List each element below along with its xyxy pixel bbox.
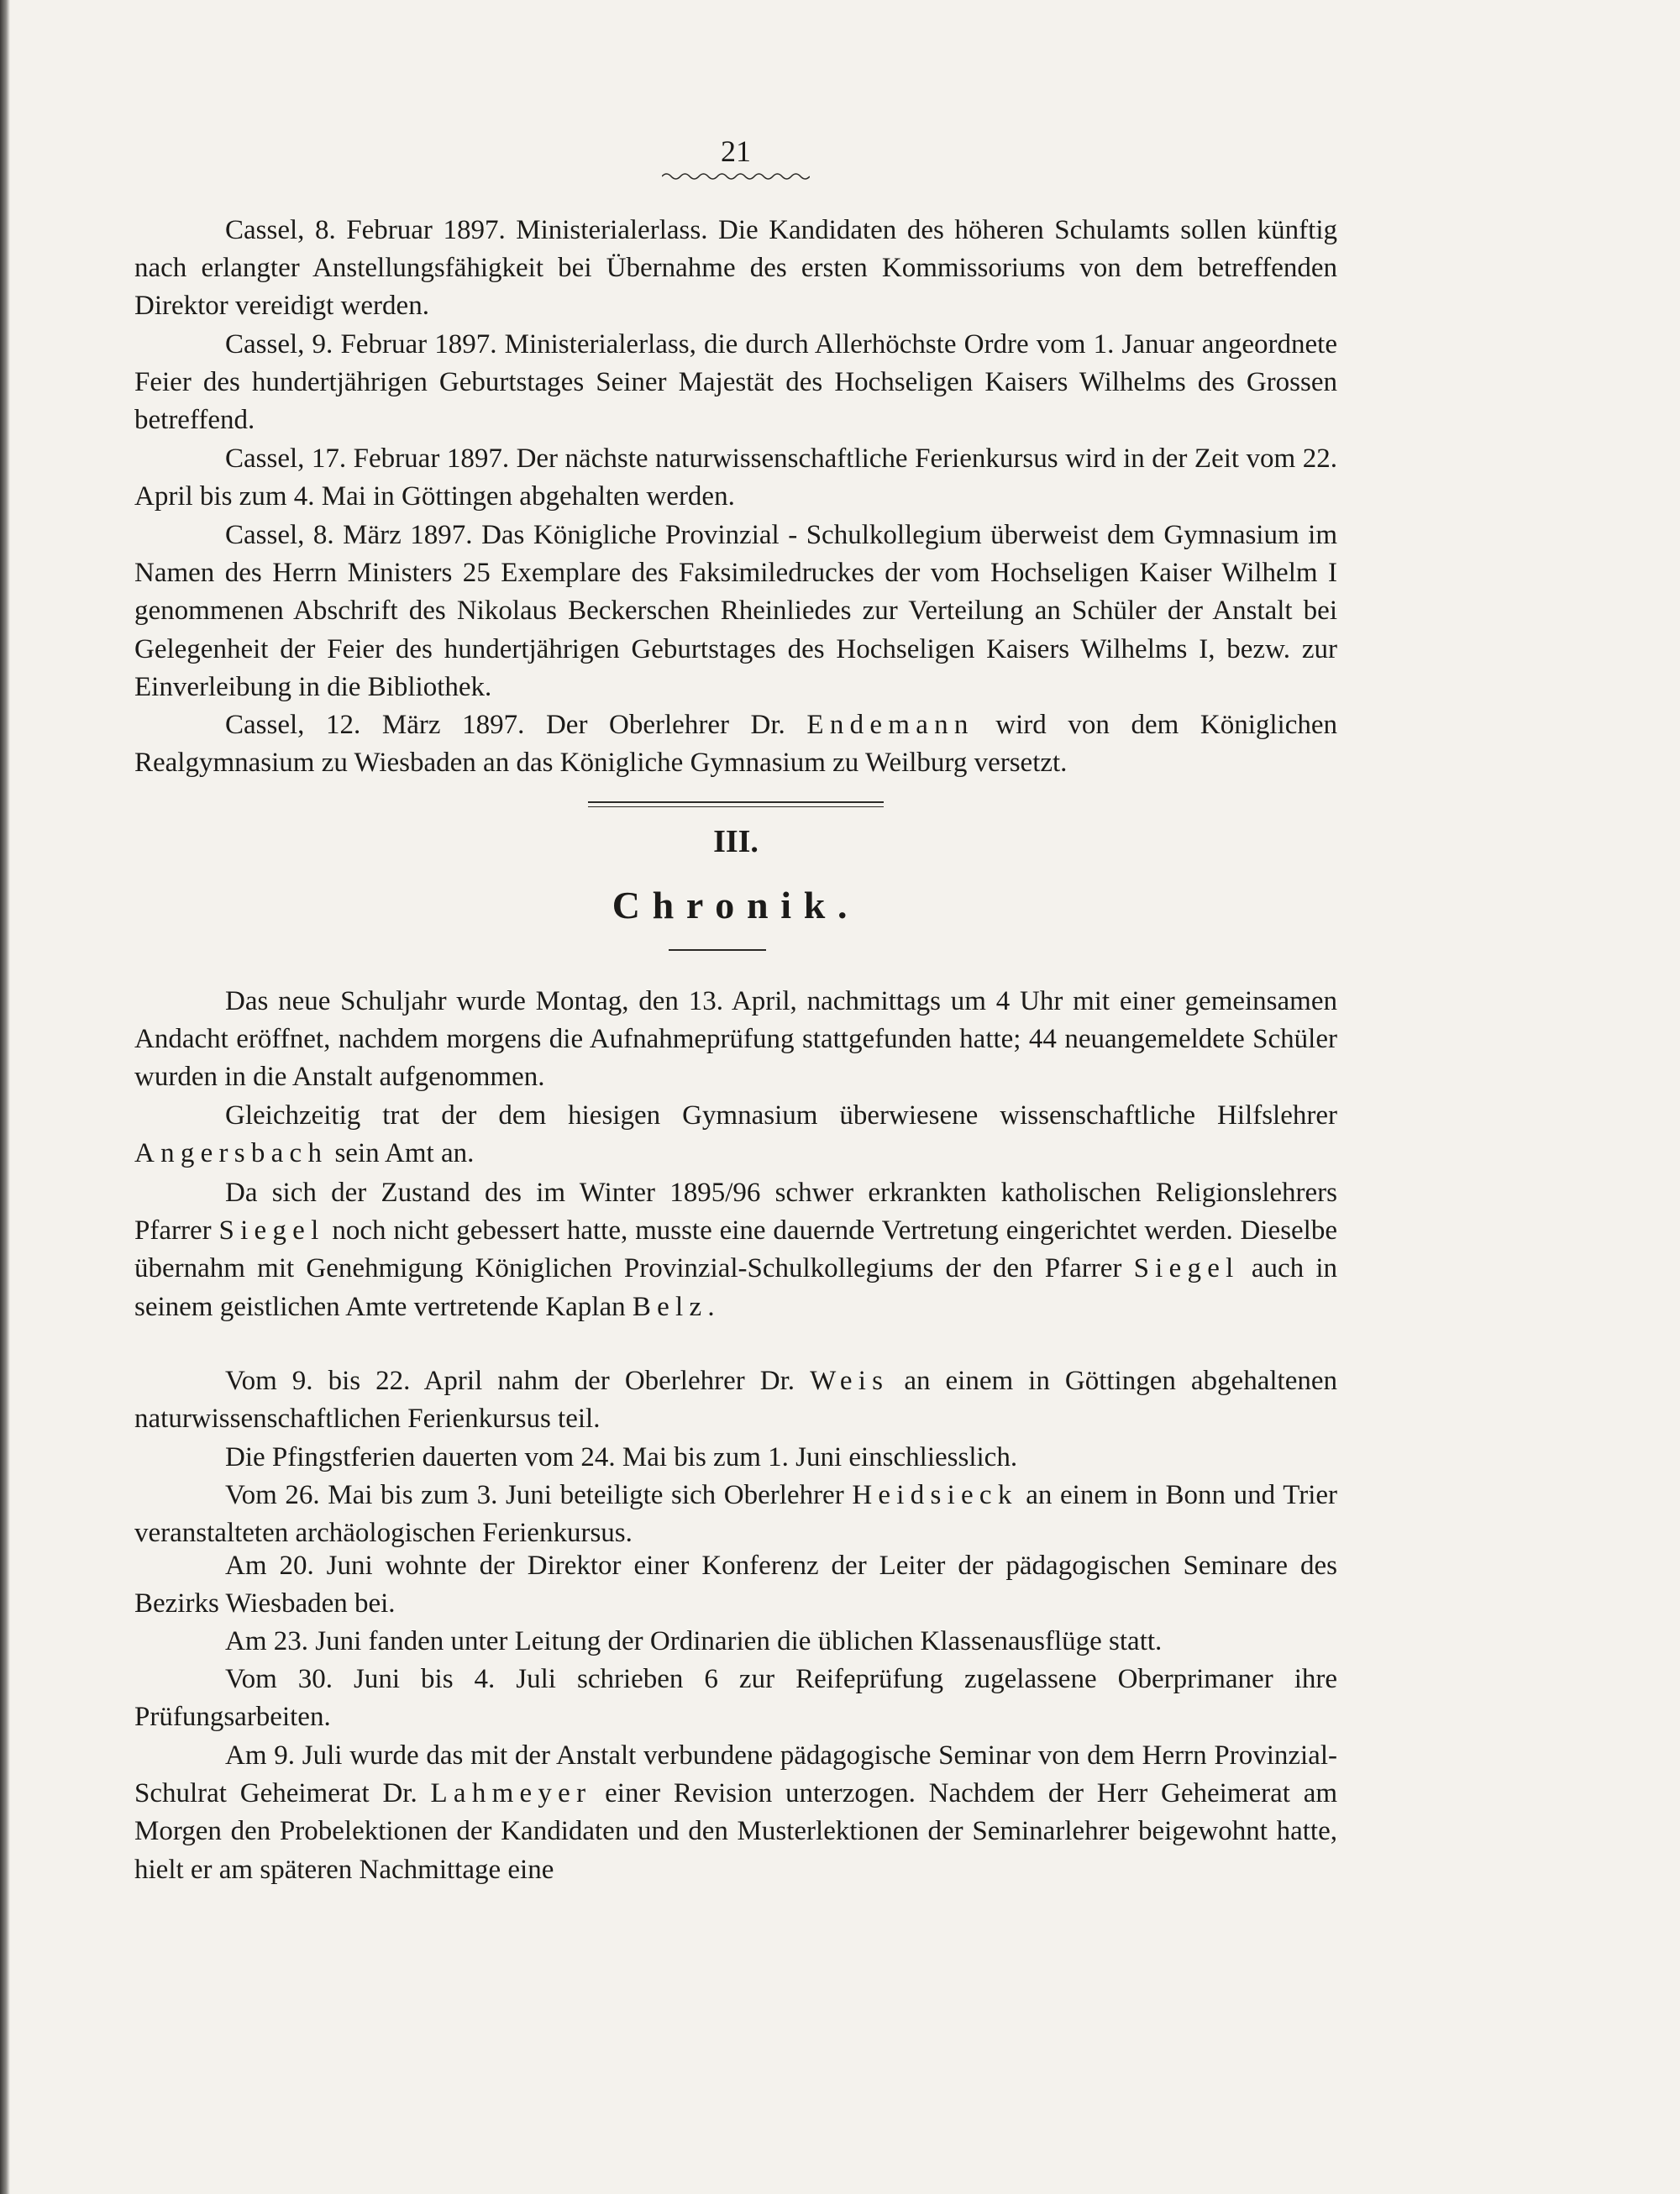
- chronik-paragraph-3-before: Da sich der Zustand des im Winter 1895/96 schwer erkrankten katholischen Religionslehrers Pfarrer: [134, 1178, 1337, 1247]
- chronik-paragraph-6: [134, 1477, 1337, 1552]
- chronik-paragraph-3: [134, 1174, 1337, 1326]
- entry-erlass-5-before: Cassel, 12. März 1897. Der Oberlehrer Dr.: [225, 710, 807, 740]
- section-number: III.: [713, 824, 759, 859]
- person-name-siegel: Siegel: [218, 1215, 325, 1247]
- entry-erlass-5: [134, 706, 1337, 782]
- person-name-heidsieck: Heidsieck: [852, 1480, 1018, 1510]
- chronik-paragraph-3-middle: noch nicht gebessert hatte, musste eine dauernde Vertretung eingerichtet werden. Dieselbe übernahm mit Genehmigung Königlichen Provinzial-Schulkollegiums der den Pfarrer: [134, 1215, 1337, 1284]
- chronik-paragraph-8: Am 23. Juni fanden unter Leitung der Ordinarien die üblichen Klassenausflüge statt.: [225, 1626, 1163, 1656]
- chronik-paragraph-6-before: Vom 26. Mai bis zum 3. Juni beteiligte sich Oberlehrer: [225, 1480, 853, 1510]
- person-name-angersbach: Angersbach: [134, 1138, 328, 1169]
- chronik-paragraph-2-before: Gleichzeitig trat der dem hiesigen Gymnasium überwiesene wissenschaftliche Hilfslehrer: [225, 1100, 1337, 1131]
- chronik-paragraph-5: Die Pfingstferien dauerten vom 24. Mai bis zum 1. Juni einschliesslich.: [225, 1442, 1018, 1472]
- person-name-siegel-second: Siegel: [1133, 1253, 1240, 1284]
- chronik-paragraph-3-after: .: [707, 1291, 715, 1322]
- chronik-paragraph-10: [134, 1737, 1337, 1889]
- person-name-belz: Belz: [632, 1291, 708, 1322]
- chronik-paragraph-10-after: einer Revision unterzogen. Nachdem der Herr Geheimerat am Morgen den Probelektionen der Kandidaten und den Musterlektionen der Seminarlehrer beigewohnt hatte, hielt er am späteren Nachmittage eine: [134, 1778, 1338, 1885]
- chronik-paragraph-6-after: an einem in Bonn und Trier veranstalteten archäologischen Ferienkursus.: [134, 1480, 1337, 1549]
- chronik-paragraph-4-before: Vom 9. bis 22. April nahm der Oberlehrer Dr.: [225, 1366, 811, 1396]
- chronik-paragraph-10-before: Am 9. Juli wurde das mit der Anstalt verbundene pädagogische Seminar von dem Herrn Provinzial-Schulrat Geheimerat Dr.: [134, 1740, 1337, 1809]
- chronik-paragraph-7: Am 20. Juni wohnte der Direktor einer Konferenz der Leiter der pädagogischen Seminare des Bezirks Wiesbaden bei.: [134, 1551, 1337, 1619]
- entry-erlass-4: Cassel, 8. März 1897. Das Königliche Provinzial - Schulkollegium überweist dem Gymnasium im Namen des Herrn Ministers 25 Exemplare des Faksimiledruckes der vom Hochseligen Kaiser Wilhelm I genommenen Abschrift des Nikolaus Beckerschen Rheinliedes zur Verteilung an Schüler der Anstalt bei Gelegenheit der Feier des hundertjährigen Geburtstages des Hochseligen Kaisers Wilhelms I, bezw. zur Einverleibung in die Bibliothek.: [134, 520, 1337, 702]
- person-name-weis: Weis: [810, 1366, 890, 1396]
- chronik-paragraph-2: [134, 1097, 1337, 1173]
- section-title-rule: [669, 949, 766, 951]
- page-number: 21: [721, 134, 751, 168]
- chronik-paragraph-4: [134, 1362, 1337, 1438]
- entry-erlass-1: Cassel, 8. Februar 1897. Ministerialerlass. Die Kandidaten des höheren Schulamts sollen künftig nach erlangter Anstellungsfähigkeit bei Übernahme des ersten Kommissoriums von dem betreffenden Direktor vereidigt werden.: [134, 215, 1337, 322]
- section-divider-second-line: [588, 806, 884, 807]
- page-edge-shadow: [0, 0, 10, 2194]
- person-name-endemann: Endemann: [806, 710, 974, 740]
- chronik-paragraph-9: Vom 30. Juni bis 4. Juli schrieben 6 zur Reifeprüfung zugelassene Oberprimaner ihre Prüfungsarbeiten.: [134, 1664, 1337, 1733]
- entry-erlass-5-after: wird von dem Königlichen Realgymnasium zu Wiesbaden an das Königliche Gymnasium zu Weilburg versetzt.: [134, 710, 1337, 779]
- entry-erlass-3: Cassel, 17. Februar 1897. Der nächste naturwissenschaftliche Ferienkursus wird in der Zeit vom 22. April bis zum 4. Mai in Göttingen abgehalten werden.: [134, 444, 1337, 512]
- chronik-paragraph-1: Das neue Schuljahr wurde Montag, den 13. April, nachmittags um 4 Uhr mit einer gemeinsamen Andacht eröffnet, nachdem morgens die Aufnahmeprüfung stattgefunden hatte; 44 neuangemeldete Schüler wurden in die Anstalt aufgenommen.: [134, 986, 1337, 1093]
- section-title: Chronik.: [612, 884, 860, 926]
- section-divider: [588, 801, 884, 803]
- chronik-paragraph-2-after: sein Amt an.: [328, 1138, 475, 1169]
- chronik-paragraph-3-middle2: auch in seinem geistlichen Amte vertretende Kaplan: [134, 1253, 1337, 1322]
- page-number-ornament: [662, 171, 810, 181]
- entry-erlass-2: Cassel, 9. Februar 1897. Ministerialerlass, die durch Allerhöchste Ordre vom 1. Januar angeordnete Feier des hundertjährigen Geburtstages Seiner Majestät des Hochseligen Kaisers Wilhelms des Grossen betreffend.: [134, 329, 1337, 436]
- person-name-lahmeyer: Lahmeyer: [430, 1778, 592, 1809]
- chronik-paragraph-4-after: an einem in Göttingen abgehaltenen naturwissenschaftlichen Ferienkursus teil.: [134, 1366, 1337, 1435]
